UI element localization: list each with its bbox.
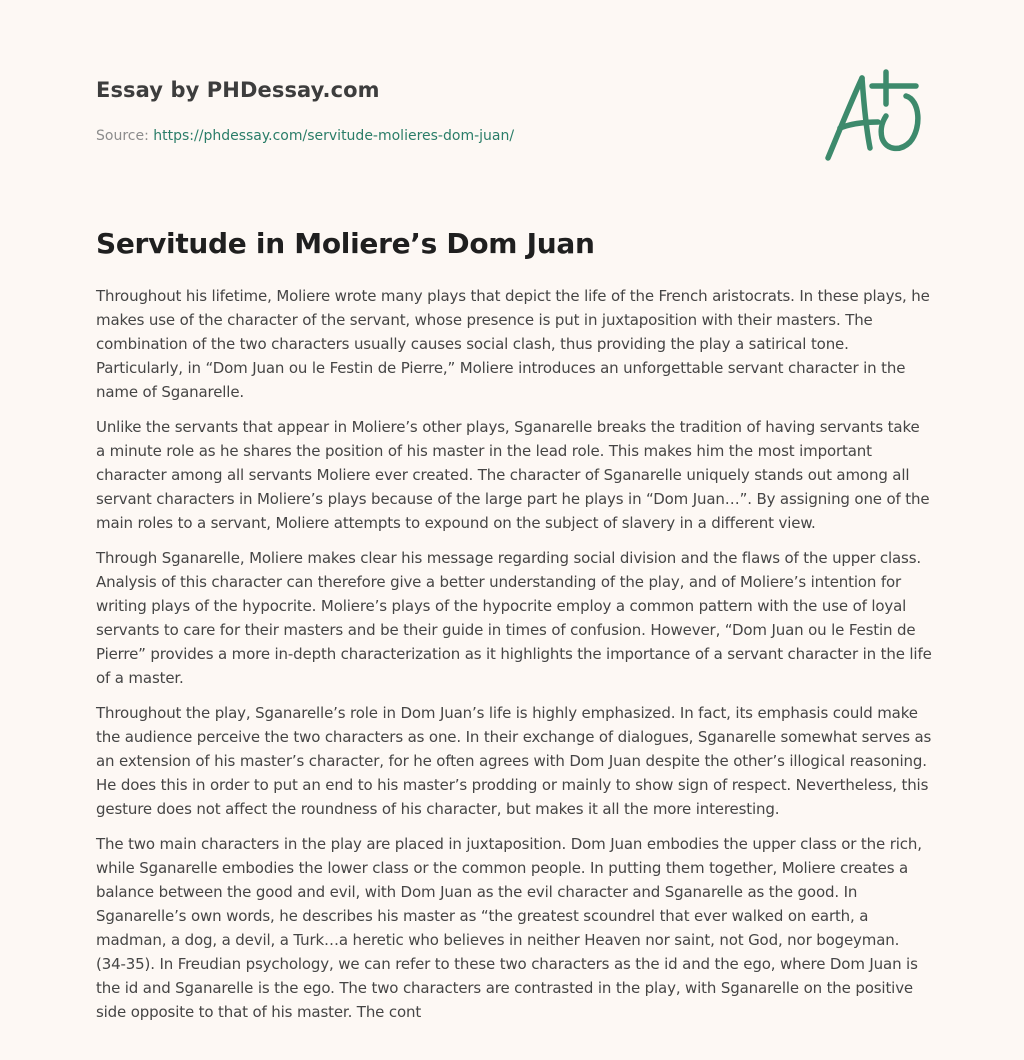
brand-name: Essay by PHDessay.com <box>96 78 380 102</box>
essay-paragraph: Throughout his lifetime, Moliere wrote many plays that depict the life of the French aristocrats. In these plays, he makes use of the character of the servant, whose presence is put in juxtaposition with their masters. The combination of the two characters usually causes social clash, thus providing the play a satirical tone. Particularly, in “Dom Juan ou le Festin de Pierre,” Moliere introduces an unforgettable servant character in the name of Sganarelle. <box>96 287 930 401</box>
essay-paragraph: Through Sganarelle, Moliere makes clear his message regarding social division and the flaws of the upper class. Analysis of this character can therefore give a better understanding of the play, and of Moliere’s intention for writing plays of the hypocrite. Moliere’s plays of the hypocrite employ a common pattern with the use of loyal servants to care for their masters and be their guide in times of confusion. However, “Dom Juan ou le Festin de Pierre” provides a more in-depth characterization as it highlights the importance of a servant character in the life of a master. <box>96 549 932 687</box>
a-plus-grade-icon <box>820 66 930 166</box>
source-line <box>96 126 796 146</box>
essay-title: Servitude in Moliere’s Dom Juan <box>96 227 595 260</box>
source-link[interactable]: https://phdessay.com/servitude-molieres-dom-juan/ <box>153 128 515 144</box>
page-header <box>96 74 796 146</box>
essay-paragraph: Throughout the play, Sganarelle’s role in Dom Juan’s life is highly emphasized. In fact, its emphasis could make the audience perceive the two characters as one. In their exchange of dialogues, Sganarelle somewhat serves as an extension of his master’s character, for he often agrees with Dom Juan despite the other’s illogical reasoning. He does this in order to put an end to his master’s prodding or mainly to show sign of respect. Nevertheless, this gesture does not affect the roundness of his character, but makes it all the more interesting. <box>96 704 932 818</box>
essay-paragraph: The two main characters in the play are placed in juxtaposition. Dom Juan embodies the upper class or the rich, while Sganarelle embodies the lower class or the common people. In putting them together, Moliere creates a balance between the good and evil, with Dom Juan as the evil character and Sganarelle as the good. In Sganarelle’s own words, he describes his master as “the greatest scoundrel that ever walked on earth, a madman, a dog, a devil, a Turk…a heretic who believes in neither Heaven nor saint, not God, nor bogeyman. (34-35). In Freudian psychology, we can refer to these two characters as the id and the ego, where Dom Juan is the id and Sganarelle is the ego. The two characters are contrasted in the play, with Sganarelle on the positive side opposite to that of his master. The cont <box>96 835 922 1021</box>
essay-paragraph: Unlike the servants that appear in Moliere’s other plays, Sganarelle breaks the tradition of having servants take a minute role as he shares the position of his master in the lead role. This makes him the most important character among all servants Moliere ever created. The character of Sganarelle uniquely stands out among all servant characters in Moliere’s plays because of the large part he plays in “Dom Juan…”. By assigning one of the main roles to a servant, Moliere attempts to expound on the subject of slavery in a different view. <box>96 418 930 532</box>
essay-body <box>96 284 932 1035</box>
source-label: Source: <box>96 128 149 144</box>
